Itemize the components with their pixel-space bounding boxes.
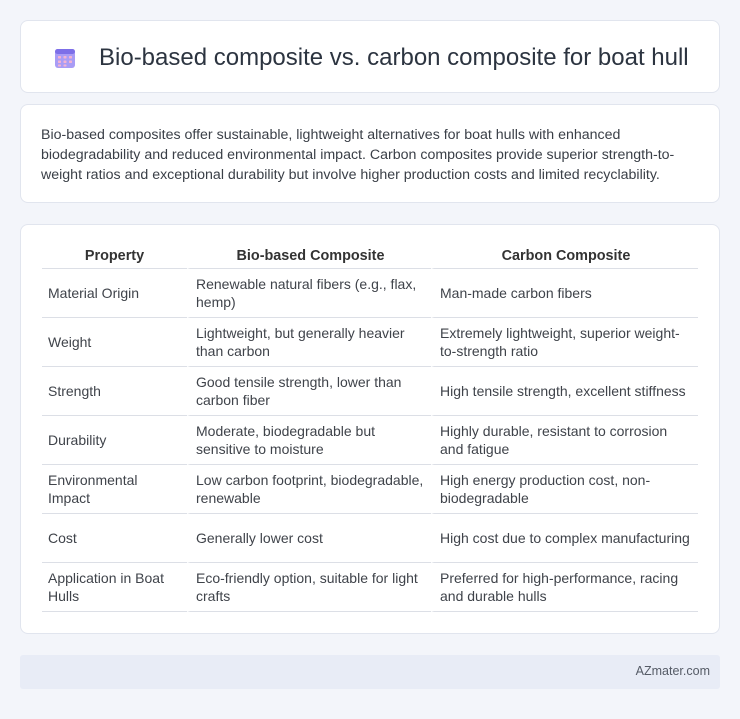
comparison-table	[42, 245, 698, 612]
cell-property: Material Origin	[42, 269, 187, 318]
cell-property: Cost	[42, 514, 187, 563]
cell-carbon: Extremely lightweight, superior weight-to-strength ratio	[431, 318, 698, 367]
title-card	[20, 20, 720, 93]
table-row	[42, 367, 698, 416]
table-row	[42, 269, 698, 318]
table-row	[42, 563, 698, 612]
cell-carbon: High energy production cost, non-biodegradable	[431, 465, 698, 514]
cell-bio-based: Renewable natural fibers (e.g., flax, hemp)	[187, 269, 431, 318]
cell-carbon: Highly durable, resistant to corrosion and fatigue	[431, 416, 698, 465]
cell-carbon: Man-made carbon fibers	[431, 269, 698, 318]
cell-property: Application in Boat Hulls	[42, 563, 187, 612]
cell-bio-based: Moderate, biodegradable but sensitive to moisture	[187, 416, 431, 465]
cell-carbon: High tensile strength, excellent stiffness	[431, 367, 698, 416]
cell-carbon: Preferred for high-performance, racing and durable hulls	[431, 563, 698, 612]
cell-bio-based: Eco-friendly option, suitable for light crafts	[187, 563, 431, 612]
cell-bio-based: Low carbon footprint, biodegradable, renewable	[187, 465, 431, 514]
cell-bio-based: Good tensile strength, lower than carbon fiber	[187, 367, 431, 416]
table-row	[42, 318, 698, 367]
header-property: Property	[42, 245, 187, 269]
cell-property: Weight	[42, 318, 187, 367]
header-bio-based: Bio-based Composite	[187, 245, 431, 269]
footer-brand: AZmater.com	[635, 664, 710, 678]
header-carbon: Carbon Composite	[431, 245, 698, 269]
table-row	[42, 465, 698, 514]
table-row	[42, 514, 698, 563]
cell-property: Environmental Impact	[42, 465, 187, 514]
comparison-table-card	[20, 224, 720, 634]
table-header-row	[42, 245, 698, 269]
cell-bio-based: Lightweight, but generally heavier than carbon	[187, 318, 431, 367]
description-text: Bio-based composites offer sustainable, lightweight alternatives for boat hulls with enhanced biodegradability and reduced environmental impact. Carbon composites provide superior strength-to-weight ratios and exceptional durability but involve higher production costs and limited recyclability.	[41, 127, 675, 183]
calendar-grid-icon	[53, 46, 77, 70]
cell-bio-based: Generally lower cost	[187, 514, 431, 563]
cell-property: Strength	[42, 367, 187, 416]
cell-property: Durability	[42, 416, 187, 465]
cell-carbon: High cost due to complex manufacturing	[431, 514, 698, 563]
footer-bar	[20, 655, 720, 689]
page-title: Bio-based composite vs. carbon composite for boat hull	[99, 44, 689, 71]
table-row	[42, 416, 698, 465]
description-card	[20, 104, 720, 203]
